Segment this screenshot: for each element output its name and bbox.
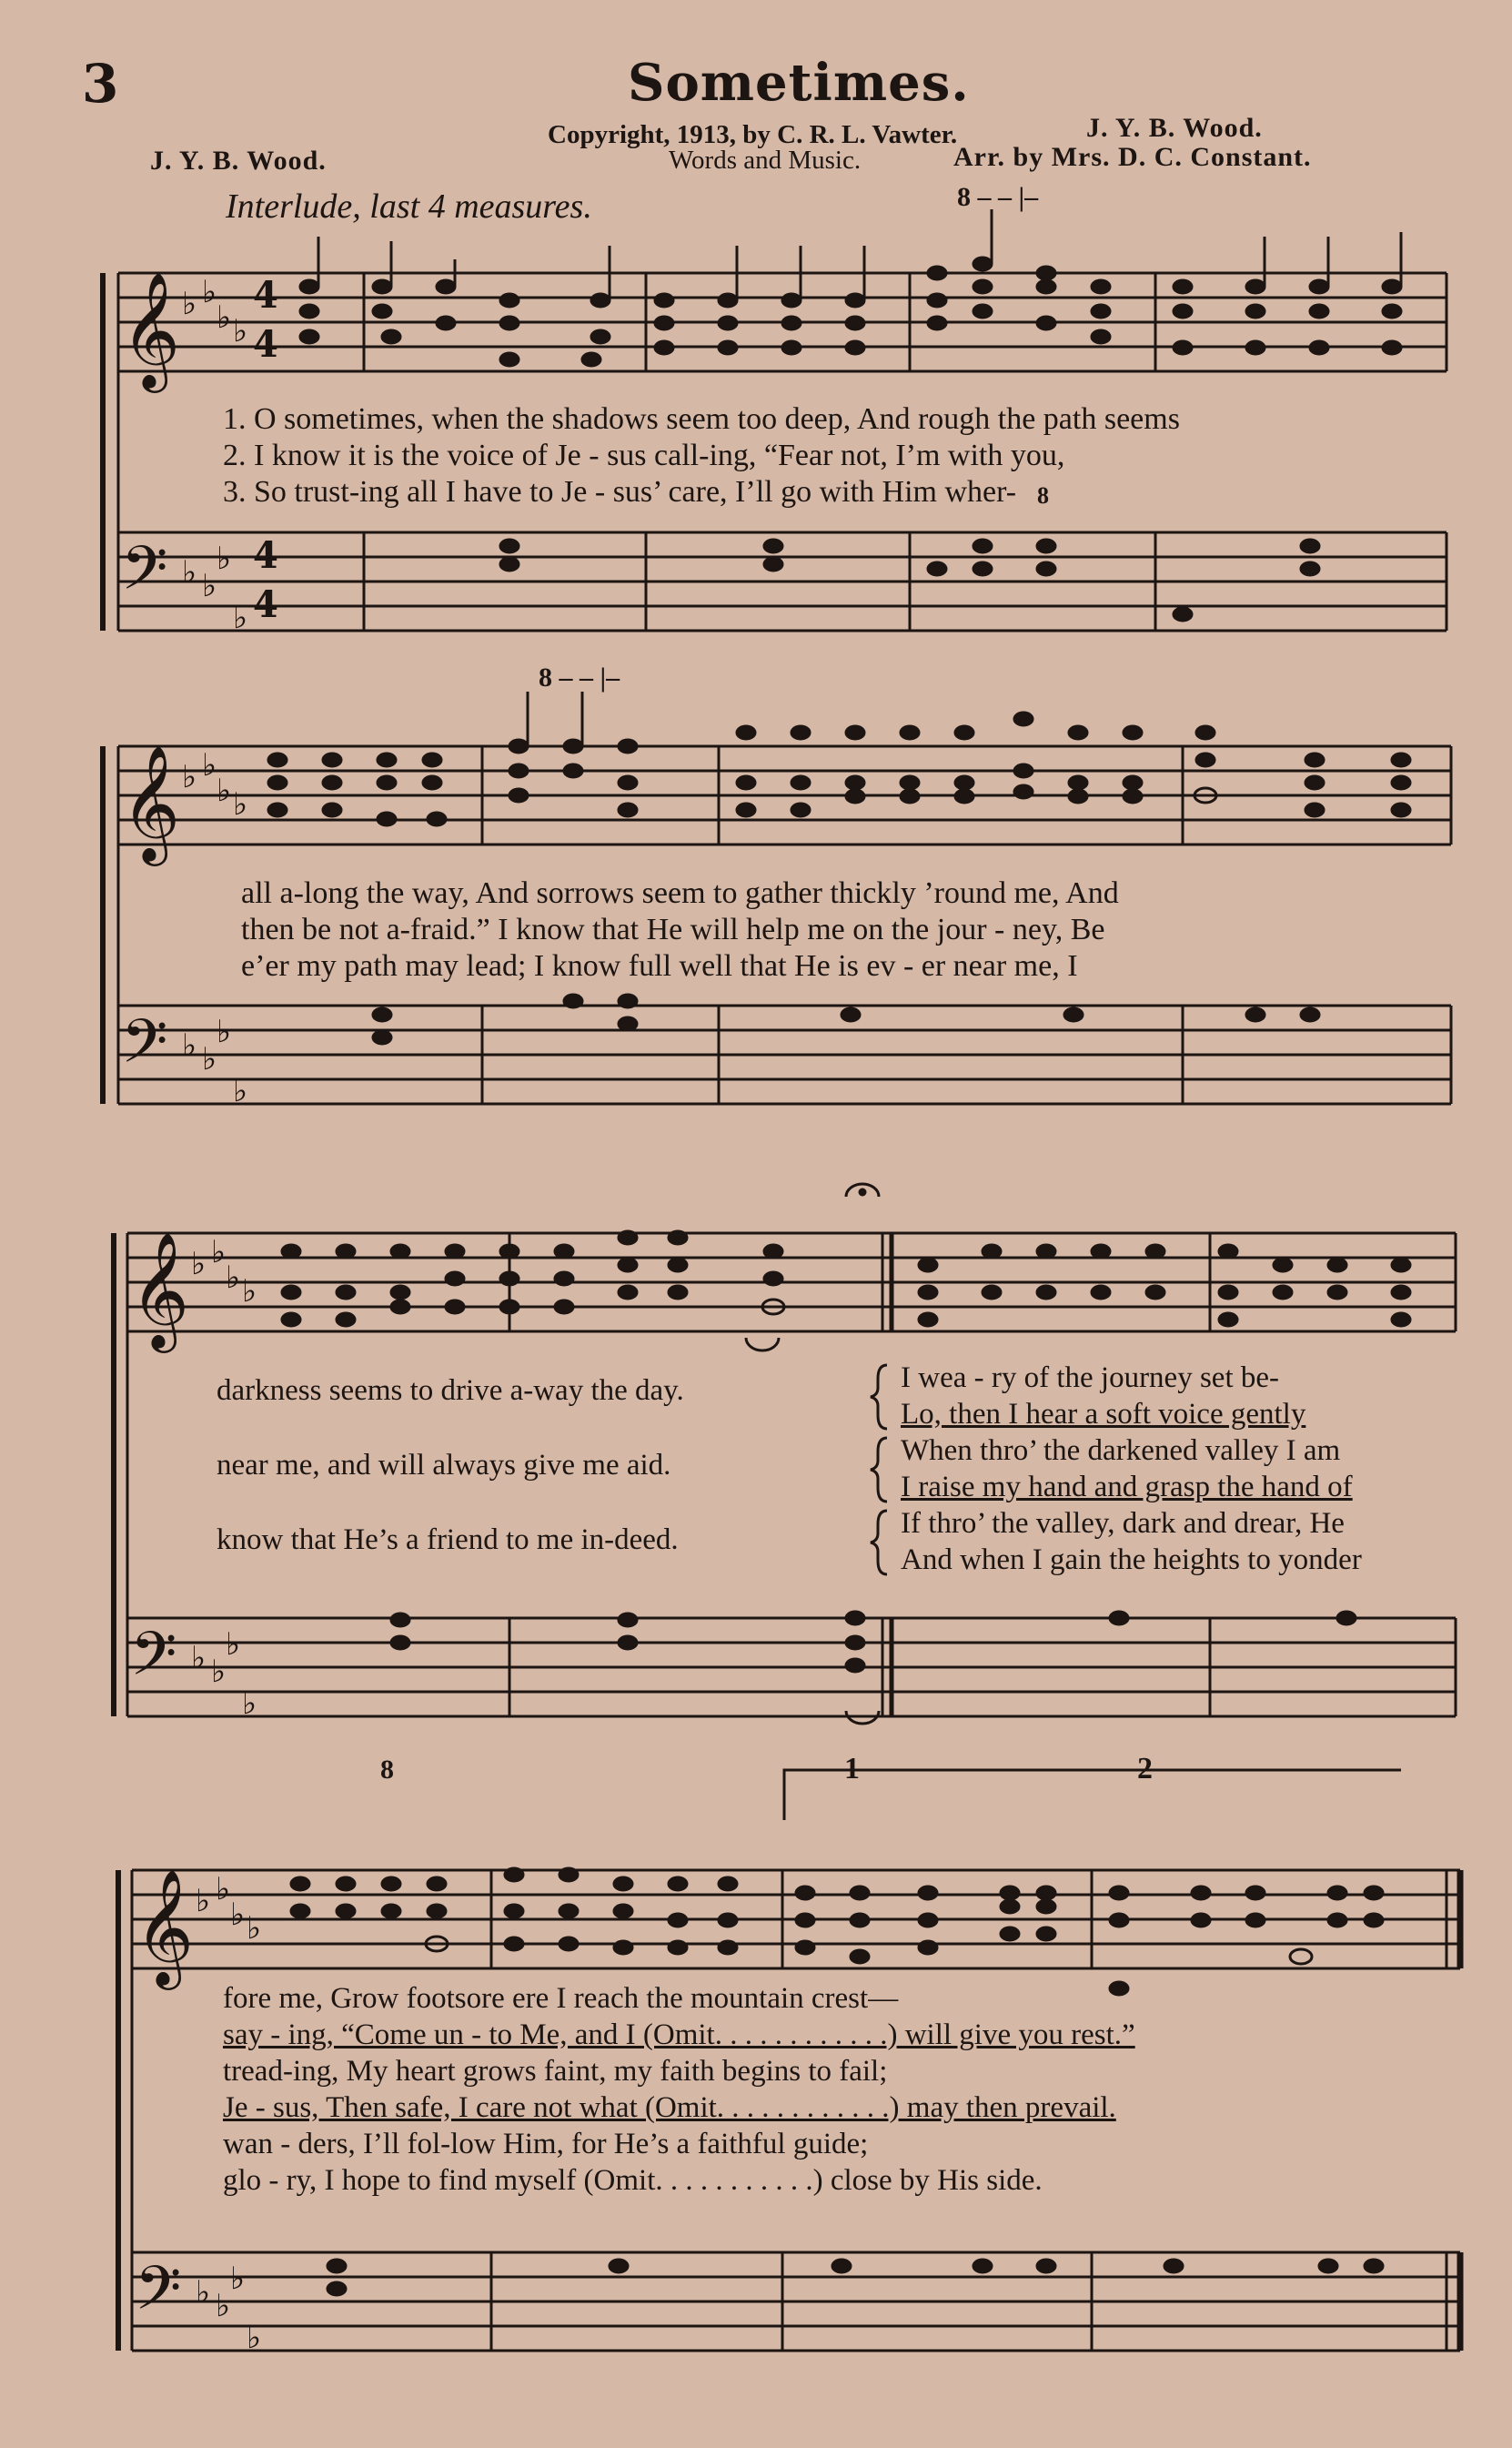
system3-right-lyric-4: I raise my hand and grasp the hand of xyxy=(901,1471,1353,1503)
svg-text:𝄞: 𝄞 xyxy=(130,1231,190,1348)
system4-lyric-5: wan - ders, I’ll fol-low Him, for He’s a faithful guide; xyxy=(223,2128,869,2160)
svg-text:♭: ♭ xyxy=(216,1871,231,1907)
system4-lyric-6: glo - ry, I hope to find myself (Omit. . . . . . . . . . .) close by His side. xyxy=(223,2164,1043,2197)
svg-text:♭: ♭ xyxy=(196,1883,211,1919)
svg-text:𝄢: 𝄢 xyxy=(121,1007,168,1091)
svg-text:♭: ♭ xyxy=(242,1685,257,1722)
system4-lyric-2: say - ing, “Come un - to Me, and I (Omit. . . . . . . . . . . .) will give you rest.” xyxy=(223,2018,1135,2051)
system3-left-lyric-verse1: darkness seems to drive a-way the day. xyxy=(217,1374,684,1407)
system1-lyric-verse2: 2. I know it is the voice of Je - sus call-ing, “Fear not, I’m with you, xyxy=(223,439,1065,472)
octave-mark-system2: 8 – – |– xyxy=(539,663,620,693)
hymn-number: 3 xyxy=(82,53,119,115)
system3-right-lyric-2: Lo, then I hear a soft voice gently xyxy=(901,1398,1306,1431)
system3-right-lyric-3: When thro’ the darkened valley I am xyxy=(901,1434,1341,1467)
svg-text:♭: ♭ xyxy=(233,786,248,823)
author-credit: J. Y. B. Wood. xyxy=(150,146,327,176)
svg-text:♭: ♭ xyxy=(196,2274,211,2311)
svg-text:♭: ♭ xyxy=(202,747,217,784)
svg-text:♭: ♭ xyxy=(247,2320,262,2356)
system4-lyric-1: fore me, Grow footsore ere I reach the mountain crest— xyxy=(223,1982,899,2015)
system3-left-lyric-verse2: near me, and will always give me aid. xyxy=(217,1449,671,1482)
svg-text:♭: ♭ xyxy=(216,2288,231,2324)
system3-right-lyric-6: And when I gain the heights to yonder xyxy=(901,1543,1362,1576)
system3-treble-staff xyxy=(127,1233,1456,1331)
svg-text:♭: ♭ xyxy=(217,299,232,336)
svg-text:♭: ♭ xyxy=(242,1273,257,1310)
system1-lyric-verse1: 1. O sometimes, when the shadows seem too deep, And rough the path seems xyxy=(223,402,1180,436)
system2-lyric-verse1: all a-long the way, And sorrows seem to gather thickly ’round me, And xyxy=(241,876,1119,910)
system4-lyric-4: Je - sus, Then safe, I care not what (Omit. . . . . . . . . . . .) may then prevail. xyxy=(223,2091,1116,2124)
system1-lyric-verse3: 3. So trust-ing all I have to Je - sus’ care, I’ll go with Him wher- xyxy=(223,475,1017,509)
system2-lyric-verse3: e’er my path may lead; I know full well that He is ev - er near me, I xyxy=(241,949,1078,983)
svg-text:♭: ♭ xyxy=(191,1246,207,1282)
svg-text:♭: ♭ xyxy=(202,568,217,604)
words-music-label: Words and Music. xyxy=(669,146,862,175)
svg-text:♭: ♭ xyxy=(182,1027,197,1064)
hymn-title: Sometimes. xyxy=(628,53,970,113)
svg-text:𝄢: 𝄢 xyxy=(130,1619,177,1704)
interlude-note: Interlude, last 4 measures. xyxy=(226,187,592,226)
svg-text:𝄞: 𝄞 xyxy=(121,271,181,388)
svg-text:♭: ♭ xyxy=(182,554,197,591)
system3-right-lyric-5: If thro’ the valley, dark and drear, He xyxy=(901,1507,1345,1540)
svg-text:♭: ♭ xyxy=(182,759,197,795)
svg-text:𝄞: 𝄞 xyxy=(121,744,181,861)
composer-credit: J. Y. B. Wood. xyxy=(1086,113,1263,143)
svg-text:♭: ♭ xyxy=(202,274,217,310)
system4-lyric-3: tread-ing, My heart grows faint, my faith begins to fail; xyxy=(223,2055,888,2088)
svg-text:𝄢: 𝄢 xyxy=(135,2253,182,2338)
system3-right-lyric-1: I wea - ry of the journey set be- xyxy=(901,1361,1279,1394)
svg-text:♭: ♭ xyxy=(233,313,248,349)
system2-lyric-verse2: then be not a-fraid.” I know that He will help me on the jour - ney, Be xyxy=(241,913,1105,946)
svg-text:♭: ♭ xyxy=(217,1014,232,1050)
svg-text:♭: ♭ xyxy=(233,600,248,636)
second-ending-label: 2 xyxy=(1137,1752,1153,1785)
svg-text:♭: ♭ xyxy=(202,1041,217,1077)
arranger-credit: Arr. by Mrs. D. C. Constant. xyxy=(953,142,1312,172)
svg-text:♭: ♭ xyxy=(230,1897,246,1933)
svg-text:♭: ♭ xyxy=(230,2261,246,2297)
first-ending-label: 1 xyxy=(844,1752,860,1785)
system3-bass-staff xyxy=(127,1618,1456,1716)
svg-text:♭: ♭ xyxy=(217,541,232,577)
svg-text:𝄢: 𝄢 xyxy=(121,533,168,618)
svg-text:♭: ♭ xyxy=(191,1640,207,1676)
svg-text:♭: ♭ xyxy=(233,1073,248,1109)
svg-text:♭: ♭ xyxy=(211,1234,227,1270)
svg-text:4: 4 xyxy=(253,534,278,577)
system2-treble-staff xyxy=(118,746,1451,845)
octave-8-system4: 8 xyxy=(380,1755,394,1785)
svg-text:4: 4 xyxy=(253,323,278,366)
svg-text:♭: ♭ xyxy=(211,1654,227,1690)
svg-text:♭: ♭ xyxy=(226,1259,241,1296)
octave-mark: 8 – – |– xyxy=(957,182,1039,212)
svg-text:♭: ♭ xyxy=(247,1910,262,1947)
octave-8-mark: 8 xyxy=(1037,482,1049,509)
svg-text:♭: ♭ xyxy=(226,1626,241,1663)
svg-text:♭: ♭ xyxy=(217,773,232,809)
system3-left-lyric-verse3: know that He’s a friend to me in-deed. xyxy=(217,1523,679,1556)
svg-text:♭: ♭ xyxy=(182,286,197,322)
svg-text:𝄞: 𝄞 xyxy=(135,1868,195,1985)
copyright-line: Copyright, 1913, by C. R. L. Vawter. xyxy=(548,120,958,149)
svg-text:4: 4 xyxy=(253,274,278,317)
svg-text:4: 4 xyxy=(253,583,278,626)
